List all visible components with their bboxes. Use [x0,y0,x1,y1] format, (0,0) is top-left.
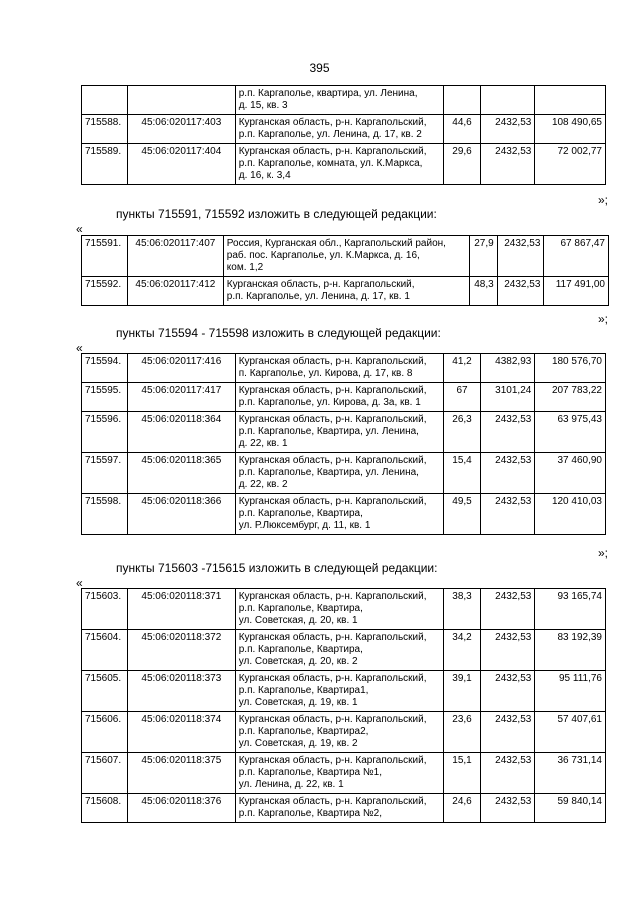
rate-value: 2432,53 [481,494,535,535]
table-row [82,753,606,794]
table-row [82,115,606,144]
address-line: ул. Советская, д. 19, кв. 1 [238,697,358,708]
item-number: 715595. [82,383,128,412]
cadastral-number [127,86,235,115]
table-row [82,494,606,535]
cadastral-value: 67 867,47 [544,236,609,277]
property-table-2 [81,353,606,535]
open-quote-2: « [76,341,83,355]
property-table-0 [81,85,606,185]
address-line: Курганская область, р-н. Каргапольский, [238,385,427,396]
table-row [82,86,606,115]
address-line: Курганская область, р-н. Каргапольский, [238,146,427,157]
cadastral-value: 120 410,03 [535,494,606,535]
rate-value: 2432,53 [481,115,535,144]
cadastral-number: 45:06:020117:416 [127,354,235,383]
cadastral-value: 180 576,70 [535,354,606,383]
address-line: ул. Р.Люксембург, д. 11, кв. 1 [238,520,371,531]
cadastral-number: 45:06:020118:365 [127,453,235,494]
table-row [82,453,606,494]
address-line: д. 22, кв. 2 [238,479,288,490]
table-row [82,794,606,823]
address-cell [235,589,443,630]
cadastral-value: 63 975,43 [535,412,606,453]
rate-value: 2432,53 [481,671,535,712]
cadastral-number: 45:06:020117:407 [127,236,223,277]
area-value: 44,6 [443,115,481,144]
open-quote-1: « [76,222,83,236]
area-value [443,86,481,115]
area-value: 15,4 [443,453,481,494]
address-cell [235,753,443,794]
table-row [82,144,606,185]
area-value: 24,6 [443,794,481,823]
rate-value: 2432,53 [481,453,535,494]
address-cell [235,712,443,753]
page-number: 395 [309,61,330,75]
cadastral-number: 45:06:020117:403 [127,115,235,144]
cadastral-value: 83 192,39 [535,630,606,671]
cadastral-value: 36 731,14 [535,753,606,794]
table-row [82,630,606,671]
item-number: 715605. [82,671,128,712]
cadastral-value: 207 783,22 [535,383,606,412]
area-value: 26,3 [443,412,481,453]
rate-value: 4382,93 [481,354,535,383]
address-line: Курганская область, р-н. Каргапольский, [238,714,427,725]
address-cell [235,494,443,535]
area-value: 29,6 [443,144,481,185]
item-number: 715606. [82,712,128,753]
table-row [82,354,606,383]
address-cell [235,86,443,115]
address-cell [235,115,443,144]
area-value: 27,9 [470,236,498,277]
address-line: р.п. Каргаполье, Квартира, [238,508,363,519]
address-line: р.п. Каргаполье, ул. Кирова, д. 3а, кв. 1 [238,397,421,408]
table-row [82,589,606,630]
rate-value: 2432,53 [481,412,535,453]
address-cell [223,277,470,306]
cadastral-value: 93 165,74 [535,589,606,630]
cadastral-number: 45:06:020117:417 [127,383,235,412]
address-line: Курганская область, р-н. Каргапольский, [238,117,427,128]
table-row [82,412,606,453]
close-quote-1: »; [597,193,608,207]
rate-value: 2432,53 [481,630,535,671]
item-number: 715589. [82,144,128,185]
table-row [82,671,606,712]
address-line: Курганская область, р-н. Каргапольский, [238,414,427,425]
address-line: р.п. Каргаполье, Квартира1, [238,685,369,696]
address-line: р.п. Каргаполье, Квартира, ул. Ленина, [238,467,419,478]
address-line: Курганская область, р-н. Каргапольский, [238,356,427,367]
item-number: 715591. [82,236,128,277]
rate-value: 2432,53 [498,277,544,306]
area-value: 34,2 [443,630,481,671]
address-cell [235,794,443,823]
cadastral-number: 45:06:020118:371 [127,589,235,630]
address-cell [235,354,443,383]
item-number: 715594. [82,354,128,383]
rate-value: 2432,53 [481,589,535,630]
address-cell [235,453,443,494]
area-value: 39,1 [443,671,481,712]
open-quote-3: « [76,576,83,590]
address-cell [235,671,443,712]
cadastral-number: 45:06:020117:412 [127,277,223,306]
address-line: р.п. Каргаполье, Квартира, [238,603,363,614]
address-line: Курганская область, р-н. Каргапольский, [238,496,427,507]
rate-value: 2432,53 [481,144,535,185]
cadastral-value: 95 111,76 [535,671,606,712]
item-number: 715588. [82,115,128,144]
address-line: р.п. Каргаполье, квартира, ул. Ленина, [238,88,418,99]
address-line: п. Каргаполье, ул. Кирова, д. 17, кв. 8 [238,368,413,379]
rate-value: 2432,53 [481,794,535,823]
cadastral-value: 117 491,00 [544,277,609,306]
address-line: Курганская область, р-н. Каргапольский, [238,455,427,466]
item-number [82,86,128,115]
address-line: д. 15, кв. 3 [238,100,288,111]
cadastral-value: 57 407,61 [535,712,606,753]
cadastral-number: 45:06:020117:404 [127,144,235,185]
rate-value: 3101,24 [481,383,535,412]
area-value: 48,3 [470,277,498,306]
cadastral-value [535,86,606,115]
cadastral-number: 45:06:020118:366 [127,494,235,535]
cadastral-number: 45:06:020118:372 [127,630,235,671]
cadastral-number: 45:06:020118:373 [127,671,235,712]
cadastral-value: 108 490,65 [535,115,606,144]
address-line: Курганская область, р-н. Каргапольский, [238,591,427,602]
address-cell [235,383,443,412]
address-line: р.п. Каргаполье, Квартира, [238,644,363,655]
cadastral-number: 45:06:020118:364 [127,412,235,453]
item-number: 715598. [82,494,128,535]
close-quote-3: »; [597,546,608,560]
address-line: Россия, Курганская обл., Каргапольский район, [226,238,446,249]
item-number: 715603. [82,589,128,630]
table-row [82,277,609,306]
address-line: р.п. Каргаполье, ул. Ленина, д. 17, кв. 1 [226,291,410,302]
address-line: Курганская область, р-н. Каргапольский, [238,632,427,643]
item-number: 715607. [82,753,128,794]
section-heading-3: пункты 715603 -715615 изложить в следующей редакции: [116,561,438,575]
table-row [82,712,606,753]
address-line: раб. пос. Каргаполье, ул. К.Маркса, д. 16, [226,250,420,261]
address-cell [235,412,443,453]
table-row [82,383,606,412]
item-number: 715596. [82,412,128,453]
cadastral-number: 45:06:020118:376 [127,794,235,823]
address-line: Курганская область, р-н. Каргапольский, [226,279,415,290]
area-value: 67 [443,383,481,412]
cadastral-value: 72 002,77 [535,144,606,185]
cadastral-number: 45:06:020118:374 [127,712,235,753]
address-line: ул. Ленина, д. 22, кв. 1 [238,779,344,790]
section-heading-1: пункты 715591, 715592 изложить в следующей редакции: [116,207,437,221]
cadastral-value: 59 840,14 [535,794,606,823]
area-value: 15,1 [443,753,481,794]
address-line: р.п. Каргаполье, Квартира2, [238,726,369,737]
address-line: р.п. Каргаполье, комната, ул. К.Маркса, [238,158,423,169]
rate-value: 2432,53 [481,753,535,794]
property-table-1 [81,235,609,306]
address-line: р.п. Каргаполье, ул. Ленина, д. 17, кв. 2 [238,129,422,140]
address-line: р.п. Каргаполье, Квартира №1, [238,767,382,778]
property-table-3 [81,588,606,823]
area-value: 41,2 [443,354,481,383]
section-heading-2: пункты 715594 - 715598 изложить в следующей редакции: [116,326,441,340]
address-line: Курганская область, р-н. Каргапольский, [238,796,427,807]
address-line: ул. Советская, д. 20, кв. 1 [238,615,358,626]
address-line: ул. Советская, д. 20, кв. 2 [238,656,358,667]
item-number: 715597. [82,453,128,494]
address-line: Курганская область, р-н. Каргапольский, [238,755,427,766]
address-line: ул. Советская, д. 19, кв. 2 [238,738,358,749]
item-number: 715604. [82,630,128,671]
cadastral-value: 37 460,90 [535,453,606,494]
address-line: р.п. Каргаполье, Квартира, ул. Ленина, [238,426,419,437]
rate-value: 2432,53 [481,712,535,753]
cadastral-number: 45:06:020118:375 [127,753,235,794]
table-row [82,236,609,277]
close-quote-2: »; [597,312,608,326]
area-value: 38,3 [443,589,481,630]
address-line: р.п. Каргаполье, Квартира №2, [238,808,382,819]
address-line: Курганская область, р-н. Каргапольский, [238,673,427,684]
area-value: 49,5 [443,494,481,535]
item-number: 715592. [82,277,128,306]
address-cell [235,144,443,185]
address-cell [235,630,443,671]
address-line: д. 16, к. 3,4 [238,170,291,181]
item-number: 715608. [82,794,128,823]
address-line: ком. 1,2 [226,262,264,273]
address-cell [223,236,470,277]
rate-value: 2432,53 [498,236,544,277]
rate-value [481,86,535,115]
area-value: 23,6 [443,712,481,753]
address-line: д. 22, кв. 1 [238,438,288,449]
